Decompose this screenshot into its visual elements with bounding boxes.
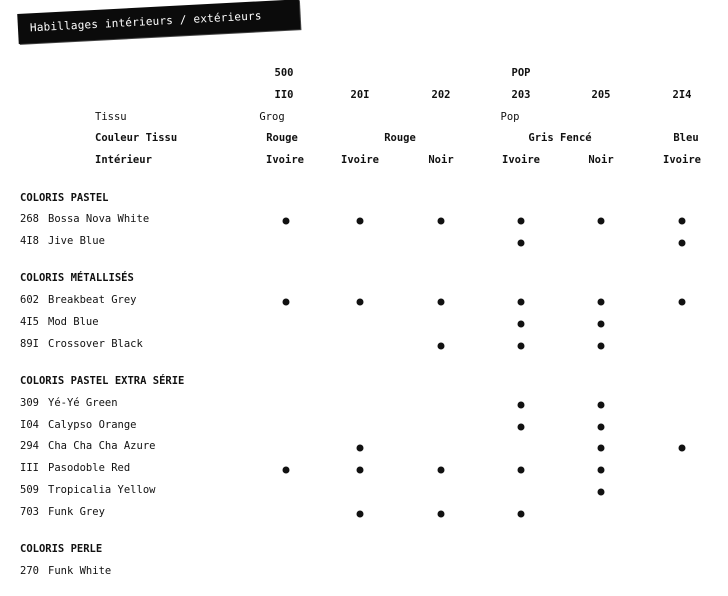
availability-dot bbox=[438, 299, 445, 306]
availability-dot bbox=[357, 467, 364, 474]
group-pop: POP bbox=[511, 67, 531, 79]
availability-dot bbox=[598, 343, 605, 350]
color-code: 294 bbox=[20, 440, 39, 452]
color-name: Yé-Yé Green bbox=[48, 397, 118, 409]
table-row bbox=[0, 462, 728, 478]
table-row bbox=[0, 397, 728, 413]
section-banner bbox=[17, 0, 300, 44]
availability-dot bbox=[598, 299, 605, 306]
availability-dot bbox=[438, 467, 445, 474]
interieur-value: Ivoire bbox=[502, 154, 540, 166]
header-couleur-row bbox=[0, 132, 728, 148]
couleur-c45: Gris Fencé bbox=[528, 132, 592, 144]
couleur-c23: Rouge bbox=[384, 132, 416, 144]
color-name: Funk Grey bbox=[48, 506, 105, 518]
tissu-pop: Pop bbox=[500, 111, 520, 123]
availability-dot bbox=[598, 402, 605, 409]
interieur-value: Ivoire bbox=[341, 154, 379, 166]
couleur-c1: Rouge bbox=[266, 132, 298, 144]
color-code: 89I bbox=[20, 338, 39, 350]
availability-dot bbox=[518, 424, 525, 431]
col-code: 2I4 bbox=[672, 89, 692, 101]
color-name: Bossa Nova White bbox=[48, 213, 150, 225]
availability-dot bbox=[679, 240, 686, 247]
tissu-label: Tissu bbox=[95, 111, 127, 123]
availability-dot bbox=[283, 467, 290, 474]
availability-dot bbox=[518, 299, 525, 306]
color-name: Funk White bbox=[48, 565, 112, 577]
section-title-row bbox=[0, 543, 728, 559]
color-code: 268 bbox=[20, 213, 39, 225]
color-name: Cha Cha Cha Azure bbox=[48, 440, 156, 452]
section-title: COLORIS PERLE bbox=[20, 543, 103, 555]
color-code: 270 bbox=[20, 565, 39, 577]
couleur-label: Couleur Tissu bbox=[95, 132, 178, 144]
availability-dot bbox=[598, 218, 605, 225]
interieur-value: Noir bbox=[428, 154, 454, 166]
availability-dot bbox=[357, 218, 364, 225]
table-row bbox=[0, 316, 728, 332]
header-codes-row bbox=[0, 89, 728, 105]
header-tissu-row bbox=[0, 111, 728, 127]
color-code: 4I8 bbox=[20, 235, 39, 247]
availability-dot bbox=[598, 321, 605, 328]
availability-dot bbox=[518, 343, 525, 350]
section-title: COLORIS MÉTALLISÉS bbox=[20, 272, 134, 284]
col-code: 203 bbox=[511, 89, 531, 101]
color-code: 703 bbox=[20, 506, 39, 518]
table-row bbox=[0, 235, 728, 251]
color-code: I04 bbox=[20, 419, 39, 431]
color-name: Mod Blue bbox=[48, 316, 99, 328]
availability-dot bbox=[357, 445, 364, 452]
color-name: Jive Blue bbox=[48, 235, 105, 247]
banner-title: Habillages intérieurs / extérieurs bbox=[29, 9, 262, 35]
availability-dot bbox=[679, 445, 686, 452]
color-code: 509 bbox=[20, 484, 39, 496]
color-name: Crossover Black bbox=[48, 338, 143, 350]
availability-dot bbox=[518, 511, 525, 518]
header-group-row bbox=[0, 67, 728, 83]
col-code: 205 bbox=[591, 89, 611, 101]
color-name: Pasodoble Red bbox=[48, 462, 131, 474]
color-code: 4I5 bbox=[20, 316, 39, 328]
availability-dot bbox=[283, 218, 290, 225]
interieur-value: Ivoire bbox=[266, 154, 304, 166]
color-name: Tropicalia Yellow bbox=[48, 484, 156, 496]
interieur-value: Noir bbox=[588, 154, 614, 166]
availability-dot bbox=[518, 467, 525, 474]
availability-dot bbox=[438, 218, 445, 225]
color-name: Breakbeat Grey bbox=[48, 294, 137, 306]
section-title: COLORIS PASTEL bbox=[20, 192, 109, 204]
group-500: 500 bbox=[274, 67, 294, 79]
availability-dot bbox=[598, 424, 605, 431]
section-title: COLORIS PASTEL EXTRA SÉRIE bbox=[20, 375, 185, 387]
availability-dot bbox=[518, 240, 525, 247]
color-code: III bbox=[20, 462, 39, 474]
section-title-row bbox=[0, 192, 728, 208]
availability-dot bbox=[357, 511, 364, 518]
availability-dot bbox=[438, 511, 445, 518]
availability-dot bbox=[283, 299, 290, 306]
col-code: 20I bbox=[350, 89, 370, 101]
table-row bbox=[0, 565, 728, 581]
color-code: 309 bbox=[20, 397, 39, 409]
tissu-grog: Grog bbox=[259, 111, 285, 123]
availability-dot bbox=[357, 299, 364, 306]
availability-dot bbox=[679, 299, 686, 306]
color-code: 602 bbox=[20, 294, 39, 306]
header-interieur-row bbox=[0, 154, 728, 170]
availability-dot bbox=[518, 321, 525, 328]
table-row bbox=[0, 440, 728, 456]
table-row bbox=[0, 213, 728, 229]
table-row bbox=[0, 338, 728, 354]
color-name: Calypso Orange bbox=[48, 419, 137, 431]
table-row bbox=[0, 294, 728, 310]
section-title-row bbox=[0, 375, 728, 391]
table-row bbox=[0, 419, 728, 435]
availability-dot bbox=[438, 343, 445, 350]
col-code: II0 bbox=[274, 89, 294, 101]
table-row bbox=[0, 506, 728, 522]
availability-dot bbox=[598, 489, 605, 496]
table-row bbox=[0, 484, 728, 500]
availability-dot bbox=[598, 467, 605, 474]
couleur-c6: Bleu bbox=[673, 132, 699, 144]
col-code: 202 bbox=[431, 89, 451, 101]
interieur-value: Ivoire bbox=[663, 154, 701, 166]
availability-dot bbox=[679, 218, 686, 225]
section-title-row bbox=[0, 272, 728, 288]
availability-dot bbox=[518, 402, 525, 409]
availability-dot bbox=[518, 218, 525, 225]
interieur-label: Intérieur bbox=[95, 154, 152, 166]
availability-dot bbox=[598, 445, 605, 452]
